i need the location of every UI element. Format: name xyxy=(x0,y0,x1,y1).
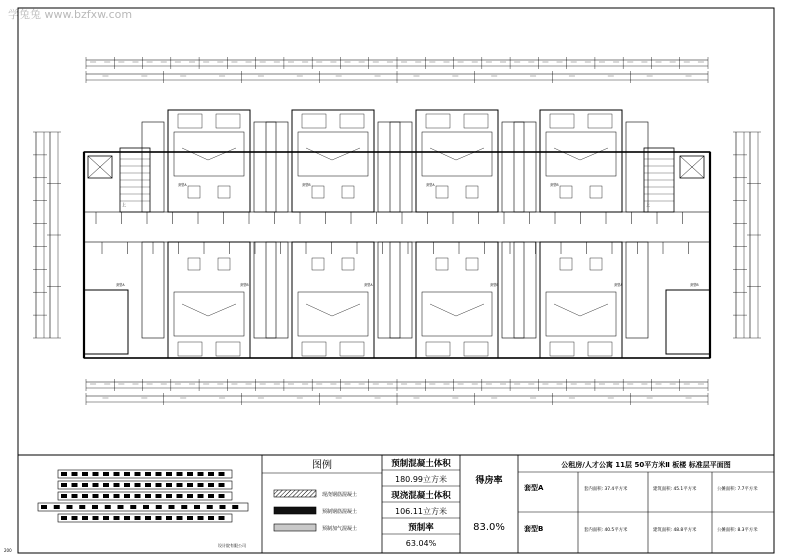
key-plan-cell xyxy=(103,472,109,476)
balcony xyxy=(178,342,202,356)
key-plan-cell xyxy=(177,483,183,487)
key-plan-cell xyxy=(72,483,78,487)
efficiency-value: 83.0% xyxy=(473,522,505,533)
bedroom xyxy=(546,132,616,176)
bedroom xyxy=(298,292,368,336)
cast-volume-title: 现浇混凝土体积 xyxy=(391,491,451,501)
key-plan-cell xyxy=(79,505,85,509)
key-plan-cell xyxy=(114,472,120,476)
key-plan-cell xyxy=(156,505,162,509)
key-plan-cell xyxy=(166,472,172,476)
legend-swatch-cast xyxy=(274,490,316,497)
room-label: 套型B xyxy=(240,283,249,287)
bedroom xyxy=(422,132,492,176)
table-symbol xyxy=(342,186,354,198)
table-symbol xyxy=(218,186,230,198)
key-plan-cell xyxy=(177,494,183,498)
bedroom xyxy=(174,292,244,336)
key-plan-cell xyxy=(82,516,88,520)
key-plan-cell xyxy=(156,516,162,520)
key-plan-cell xyxy=(135,483,141,487)
room-label: 套型A xyxy=(116,283,125,287)
key-plan-cell xyxy=(92,505,98,509)
key-plan-cell xyxy=(177,472,183,476)
unit-a-shared-area: 公摊面积: 7.7平方米 xyxy=(717,487,758,492)
precast-volume-title: 预制混凝土体积 xyxy=(391,459,451,469)
floor-plan xyxy=(33,57,761,405)
service-shaft xyxy=(378,122,400,212)
table-symbol xyxy=(312,258,324,270)
corridor xyxy=(84,212,710,242)
bed-symbol xyxy=(430,148,484,160)
service-shaft xyxy=(254,122,276,212)
key-plan-cell xyxy=(219,494,225,498)
balcony xyxy=(302,342,326,356)
key-plan-cell xyxy=(54,505,60,509)
drawing-frame xyxy=(18,8,774,553)
service-shaft xyxy=(142,122,164,212)
key-plan-cell xyxy=(156,472,162,476)
bedroom xyxy=(174,132,244,176)
bed-symbol xyxy=(306,304,360,316)
project-title: 公租房/人才公寓 11层 50平方米Ⅱ 板楼 标准层平面图 xyxy=(561,461,731,469)
key-plan-cell xyxy=(187,494,193,498)
service-shaft xyxy=(626,122,648,212)
table-symbol xyxy=(342,258,354,270)
key-plan-cell xyxy=(207,505,213,509)
key-plan-cell xyxy=(103,494,109,498)
table-symbol xyxy=(466,186,478,198)
key-plan-cell xyxy=(93,483,99,487)
key-plan-cell xyxy=(198,494,204,498)
watermark: 学兔兔 www.bzfxw.com xyxy=(8,8,133,21)
title-block xyxy=(18,455,774,553)
service-shaft xyxy=(390,122,412,212)
key-plan-cell xyxy=(61,483,67,487)
table-symbol xyxy=(436,186,448,198)
page-number: 200 xyxy=(4,548,12,553)
key-plan-cell xyxy=(82,472,88,476)
service-shaft xyxy=(514,122,536,212)
key-plan-cell xyxy=(72,516,78,520)
unit-bay-top xyxy=(416,110,498,212)
legend-swatch-precast xyxy=(274,507,316,514)
key-plan-cell xyxy=(145,516,151,520)
table-symbol xyxy=(218,258,230,270)
key-plan-cell xyxy=(208,494,214,498)
balcony xyxy=(550,114,574,128)
key-plan-cell xyxy=(166,483,172,487)
key-plan-cell xyxy=(124,516,130,520)
key-plan-cell xyxy=(145,494,151,498)
service-shaft xyxy=(266,122,288,212)
unit-b-shared-area: 公摊面积: 8.3平方米 xyxy=(717,528,758,533)
key-plan-cell xyxy=(220,505,226,509)
unit-bay-top xyxy=(292,110,374,212)
precast-ratio-value: 63.04% xyxy=(405,539,437,548)
cast-volume-value: 106.11立方米 xyxy=(395,507,447,516)
balcony xyxy=(216,114,240,128)
efficiency-title: 得房率 xyxy=(475,476,503,486)
balcony xyxy=(302,114,326,128)
key-plan-cell xyxy=(135,494,141,498)
end-unit xyxy=(84,290,128,354)
bed-symbol xyxy=(182,148,236,160)
unit-bay-bottom xyxy=(168,242,250,358)
room-label: 套型B xyxy=(490,283,499,287)
unit-b-inner-area: 套内面积: 40.5平方米 xyxy=(584,528,628,533)
key-plan-cell xyxy=(114,516,120,520)
key-plan-cell xyxy=(93,472,99,476)
balcony xyxy=(340,342,364,356)
unit-a-built-area: 建筑面积: 45.1平方米 xyxy=(653,487,697,492)
unit-bay-top xyxy=(540,110,622,212)
key-plan-cell xyxy=(72,472,78,476)
key-plan-cell xyxy=(124,483,130,487)
key-plan-cell xyxy=(166,494,172,498)
unit-bay-bottom xyxy=(540,242,622,358)
key-plan-cell xyxy=(135,472,141,476)
room-label: 套型A xyxy=(178,183,187,187)
unit-bay-bottom xyxy=(416,242,498,358)
legend-swatch-aerated xyxy=(274,524,316,531)
key-plan-cell xyxy=(208,516,214,520)
balcony xyxy=(550,342,574,356)
service-shaft xyxy=(378,242,400,338)
key-plan-cell xyxy=(219,516,225,520)
key-plan-cell xyxy=(103,516,109,520)
key-plan-cell xyxy=(93,516,99,520)
unit-b-name: 套型B xyxy=(524,525,544,533)
key-plan-cell xyxy=(198,472,204,476)
key-plan-cell xyxy=(143,505,149,509)
key-plan-cell xyxy=(61,494,67,498)
company-name: 设计院有限公司 xyxy=(218,543,246,548)
key-plan-cell xyxy=(41,505,47,509)
key-plan-cell xyxy=(198,516,204,520)
table-symbol xyxy=(590,186,602,198)
precast-ratio-title: 预制率 xyxy=(408,523,434,533)
key-plan-cell xyxy=(118,505,124,509)
key-plan-cell xyxy=(93,494,99,498)
key-plan-cell xyxy=(105,505,111,509)
key-plan-cell xyxy=(130,505,136,509)
bedroom xyxy=(546,292,616,336)
unit-b-built-area: 建筑面积: 48.8平方米 xyxy=(653,528,697,533)
bed-symbol xyxy=(182,304,236,316)
balcony xyxy=(464,114,488,128)
service-shaft xyxy=(390,242,412,338)
table-symbol xyxy=(188,258,200,270)
bedroom xyxy=(422,292,492,336)
key-plan-cell xyxy=(169,505,175,509)
service-shaft xyxy=(626,242,648,338)
unit-bay-bottom xyxy=(292,242,374,358)
key-plan-cell xyxy=(156,483,162,487)
key-plan-cell xyxy=(219,483,225,487)
room-label: 套型A xyxy=(364,283,373,287)
bed-symbol xyxy=(430,304,484,316)
bed-symbol xyxy=(554,304,608,316)
balcony xyxy=(588,342,612,356)
table-symbol xyxy=(436,258,448,270)
room-label: 套型B xyxy=(690,283,699,287)
table-symbol xyxy=(466,258,478,270)
key-plan-cell xyxy=(135,516,141,520)
balcony xyxy=(426,114,450,128)
key-plan-cell xyxy=(156,494,162,498)
balcony xyxy=(464,342,488,356)
key-plan-cell xyxy=(61,516,67,520)
bed-symbol xyxy=(554,148,608,160)
key-plan-cell xyxy=(72,494,78,498)
key-plan-cell xyxy=(124,472,130,476)
service-shaft xyxy=(502,122,524,212)
balcony xyxy=(426,342,450,356)
balcony xyxy=(178,114,202,128)
bedroom xyxy=(298,132,368,176)
balcony xyxy=(340,114,364,128)
balcony xyxy=(588,114,612,128)
legend-title: 图例 xyxy=(312,460,332,471)
key-plan-cell xyxy=(208,472,214,476)
unit-a-name: 套型A xyxy=(524,484,544,492)
key-plan-cell xyxy=(194,505,200,509)
key-plan-cell xyxy=(166,516,172,520)
service-shaft xyxy=(142,242,164,338)
legend-item-label: 预制钢筋混凝土 xyxy=(322,509,358,515)
key-plan-cell xyxy=(82,494,88,498)
key-plan-cell xyxy=(124,494,130,498)
service-shaft xyxy=(514,242,536,338)
balcony xyxy=(216,342,240,356)
key-plan-cell xyxy=(103,483,109,487)
precast-volume-value: 180.99立方米 xyxy=(395,475,447,484)
key-plan-cell xyxy=(181,505,187,509)
room-label: 套型A xyxy=(426,183,435,187)
unit-a-inner-area: 套内面积: 37.4平方米 xyxy=(584,487,628,492)
key-plan-cell xyxy=(177,516,183,520)
key-plan-cell xyxy=(114,494,120,498)
room-label: 套型B xyxy=(302,183,311,187)
stair-up-label: 上 xyxy=(122,202,126,207)
table-symbol xyxy=(188,186,200,198)
key-plan-cell xyxy=(114,483,120,487)
key-plan-cell xyxy=(82,483,88,487)
table-symbol xyxy=(560,258,572,270)
legend-item-label: 现浇钢筋混凝土 xyxy=(322,492,358,498)
key-plan-cell xyxy=(187,516,193,520)
key-plan-thumbnail xyxy=(38,470,248,522)
key-plan-cell xyxy=(187,483,193,487)
table-symbol xyxy=(312,186,324,198)
key-plan-cell xyxy=(67,505,73,509)
service-shaft xyxy=(254,242,276,338)
key-plan-cell xyxy=(232,505,238,509)
key-plan-cell xyxy=(145,483,151,487)
key-plan-cell xyxy=(198,483,204,487)
end-unit xyxy=(666,290,710,354)
key-plan-cell xyxy=(61,472,67,476)
service-shaft xyxy=(266,242,288,338)
table-symbol xyxy=(560,186,572,198)
stair-up-label: 上 xyxy=(646,202,650,207)
unit-bay-top xyxy=(168,110,250,212)
room-label: 套型A xyxy=(614,283,623,287)
bed-symbol xyxy=(306,148,360,160)
key-plan-cell xyxy=(208,483,214,487)
key-plan-cell xyxy=(187,472,193,476)
service-shaft xyxy=(502,242,524,338)
legend-item-label: 预制加气混凝土 xyxy=(322,526,358,532)
key-plan-cell xyxy=(145,472,151,476)
table-symbol xyxy=(590,258,602,270)
key-plan-cell xyxy=(219,472,225,476)
room-label: 套型B xyxy=(550,183,559,187)
